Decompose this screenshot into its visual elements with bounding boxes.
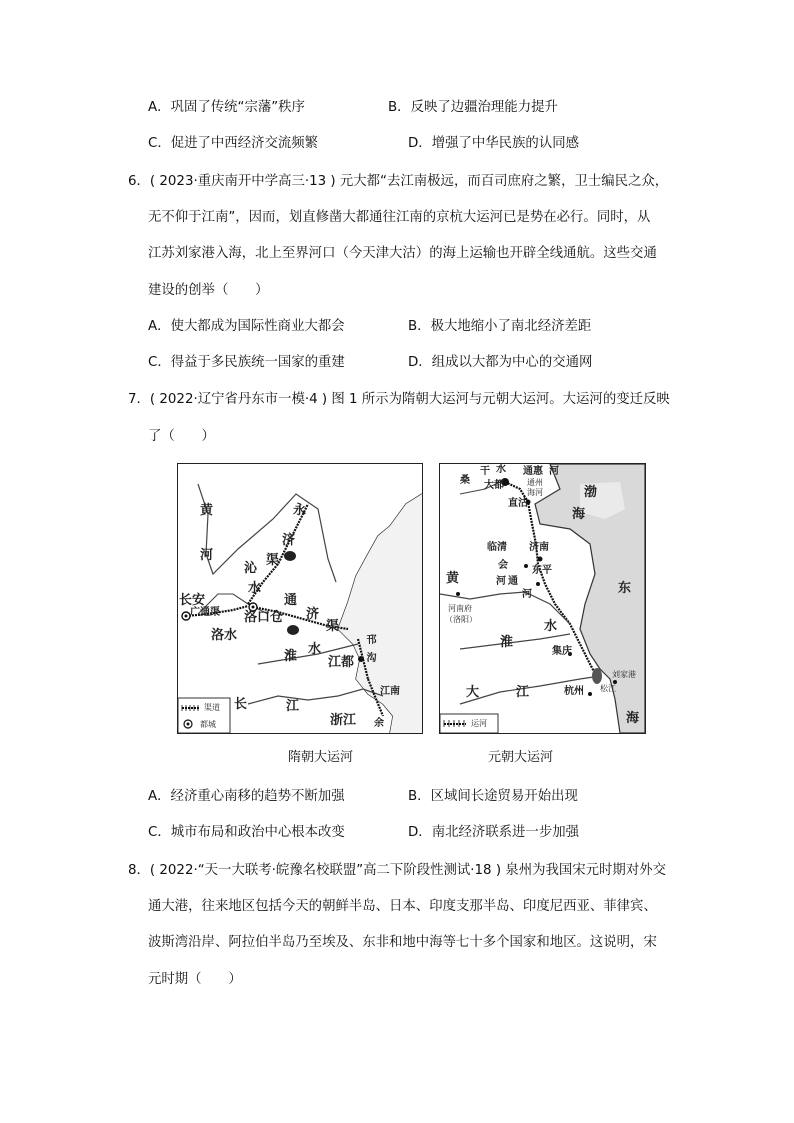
yuan-label-sang: 桑	[460, 475, 470, 486]
sui-legend-canal: 渠道	[204, 703, 220, 712]
sui-label-jiang: 江	[286, 699, 300, 714]
q6-option-c: C．得益于多民族统一国家的重建	[148, 355, 345, 370]
q6-stem-line2: 无不仰于江南”，因而，划直修凿大都通往江南的京杭大运河已是势在必行。同时，从	[148, 210, 651, 225]
yuan-legend-canal: 运河	[471, 719, 487, 728]
yuan-label-henanfu: 河南府	[448, 604, 472, 613]
yuan-label-tong: 通	[508, 576, 518, 587]
yuan-label-tonghui: 通惠	[523, 466, 543, 477]
sui-label-tongji-ji: 济	[306, 607, 320, 622]
q5-option-a: A．巩固了传统“宗藩”秩序	[148, 100, 305, 115]
yuan-canal-map	[439, 463, 646, 734]
q7-option-c: C．城市布局和政治中心根本改变	[148, 825, 345, 840]
q5-option-d: D．增强了中华民族的认同感	[408, 136, 579, 151]
yuan-label-haihe: 海河	[527, 488, 543, 497]
sui-label-huang: 黄	[200, 503, 214, 518]
yuan-label-dong: 东	[618, 581, 632, 596]
yuan-label-hui: 会	[498, 560, 508, 571]
yuan-label-jinan: 济南	[529, 542, 549, 553]
sui-label-guangtong: 广通渠	[190, 607, 220, 618]
yuan-label-liujiagang: 刘家港	[612, 670, 636, 679]
yuan-label-bo: 渤	[584, 485, 598, 500]
sui-label-jiangdu: 江都	[328, 655, 355, 670]
sui-label-changan: 长安	[179, 593, 206, 608]
sui-label-tongji-qu: 渠	[326, 619, 340, 634]
sui-label-ji: 济	[282, 533, 296, 548]
q7-option-a: A．经济重心南移的趋势不断加强	[148, 789, 345, 804]
sui-canal-map	[177, 463, 423, 734]
yuan-label-dadu: 大都	[484, 480, 504, 491]
q6-stem-line4: 建设的创举（ ）	[148, 283, 269, 298]
q6-stem-line3: 江苏刘家港入海，北上至界河口（今天津大沽）的海上运输也开辟全线通航。这些交通	[148, 246, 657, 261]
yuan-label-tongzhou: 通州	[527, 478, 543, 487]
q7-option-b: B．区域间长途贸易开始出现	[408, 789, 578, 804]
yuan-label-dongping: 东平	[532, 565, 552, 576]
q5-option-c: C．促进了中西经济交流频繁	[148, 136, 319, 151]
sui-label-chang: 长	[234, 697, 248, 712]
yuan-label-he1: 河	[549, 466, 559, 477]
sui-label-gou: 沟	[364, 652, 375, 662]
yuan-label-da: 大	[466, 685, 480, 700]
q7-stem-line1: 7．( 2022·辽宁省丹东市一模·4 ) 图 1 所示为隋朝大运河与元朝大运河。大运河的变迁反映	[128, 392, 670, 407]
q6-stem-line1: 6．( 2023·重庆南开中学高三·13 ) 元大都“去江南极远，而百司庶府之繁，卫士编民之众，	[128, 174, 669, 189]
sui-label-he: 河	[200, 548, 214, 563]
yuan-label-hangzhou: 杭州	[564, 686, 584, 697]
q7-option-d: D．南北经济联系进一步加强	[408, 825, 579, 840]
sui-label-shui: 水	[248, 581, 262, 596]
yuan-label-shui1: 水	[496, 464, 506, 475]
yuan-label-zhigu: 直沽	[508, 498, 528, 509]
yuan-label-jiang: 江	[516, 685, 530, 700]
yuan-label-linqing: 临清	[487, 542, 507, 553]
yuan-label-gan: 干	[480, 466, 490, 477]
yuan-label-hai2: 海	[626, 711, 640, 726]
sui-label-han: 邗	[364, 634, 375, 644]
yuan-label-jiqing: 集庆	[552, 646, 572, 657]
sui-label-qu: 渠	[266, 553, 280, 568]
q8-stem-line1: 8．( 2022·“天一大联考·皖豫名校联盟”高二下阶段性测试·18 ) 泉州为我国宋元时期对外交	[128, 863, 666, 878]
yuan-label-he3: 河	[522, 589, 532, 600]
q6-option-d: D．组成以大都为中心的交通网	[408, 355, 593, 370]
sui-label-huai: 淮	[284, 649, 298, 664]
yuan-label-hai: 海	[572, 507, 586, 522]
sui-label-luoshui: 洛水	[211, 628, 238, 643]
yuan-label-luoyang: （洛阳）	[445, 615, 477, 624]
sui-label-yu: 余	[374, 718, 384, 729]
yuan-map-caption: 元朝大运河	[488, 750, 554, 765]
yuan-label-shui2: 水	[544, 619, 558, 634]
q7-stem-line2: 了（ ）	[148, 429, 215, 444]
sui-label-qin: 沁	[244, 561, 258, 576]
sui-label-tong: 通	[284, 593, 298, 608]
q8-stem-line3: 波斯湾沿岸、阿拉伯半岛乃至埃及、东非和地中海等七十多个国家和地区。这说明，宋	[148, 935, 657, 950]
sui-map-caption: 隋朝大运河	[288, 750, 354, 765]
sui-label-zhejiang: 浙江	[330, 713, 357, 728]
sui-label-huai-shui: 水	[308, 642, 322, 657]
yuan-label-he2: 河	[496, 576, 506, 587]
q8-stem-line4: 元时期（ ）	[148, 972, 242, 987]
q6-option-a: A．使大都成为国际性商业大都会	[148, 319, 345, 334]
q6-option-b: B．极大地缩小了南北经济差距	[408, 319, 592, 334]
sui-label-jiangnan: 江南	[380, 686, 400, 697]
yuan-label-huang: 黄	[446, 571, 460, 586]
q8-stem-line2: 通大港，往来地区包括今天的朝鲜半岛、日本、印度支那半岛、印度尼西亚、菲律宾、	[148, 899, 657, 914]
q5-option-b: B．反映了边疆治理能力提升	[388, 100, 558, 115]
sui-legend-capital: 都城	[200, 720, 216, 729]
yuan-label-huai: 淮	[500, 635, 514, 650]
yuan-label-songjiang: 松江	[600, 684, 616, 693]
sui-label-luokoucang: 洛口仓	[244, 610, 284, 625]
sui-label-yong: 永	[293, 503, 307, 518]
